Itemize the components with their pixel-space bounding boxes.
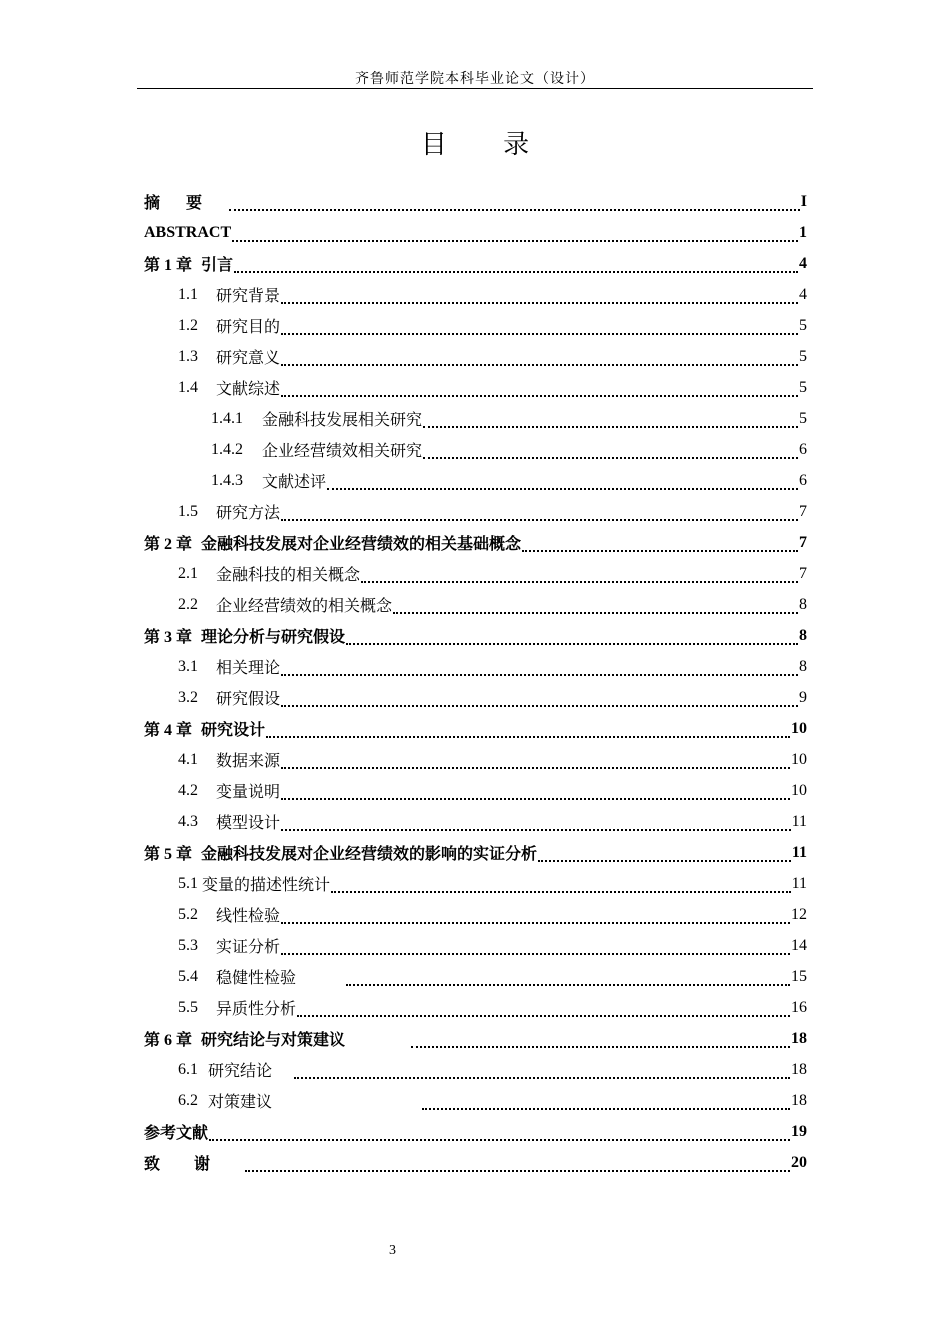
toc-entry-5-3[interactable] (144, 930, 807, 961)
toc-entry-page: 18 (791, 1091, 807, 1109)
leader-dots (281, 941, 790, 955)
toc-entry-label: 企业经营绩效的相关概念 (216, 598, 393, 615)
toc-entry-number: 1.2 (178, 316, 198, 334)
toc-entry-chapter-6[interactable] (144, 1023, 807, 1054)
toc-entry-label: 企业经营绩效相关研究 (262, 443, 423, 460)
leader-dots (297, 1003, 790, 1017)
toc-entry-label: 研究目的 (216, 319, 281, 336)
toc-entry-page: 6 (799, 440, 807, 458)
toc-entry-page: 16 (791, 998, 807, 1016)
toc-entry-page: 5 (799, 347, 807, 365)
toc-entry-abstract-en[interactable] (144, 217, 807, 248)
table-of-contents (144, 186, 807, 1178)
toc-entry-2-2[interactable] (144, 589, 807, 620)
toc-entry-1-1[interactable] (144, 279, 807, 310)
leader-dots (522, 538, 798, 552)
toc-entry-page: 11 (791, 843, 807, 861)
toc-entry-page: 8 (799, 657, 807, 675)
leader-dots (411, 1034, 790, 1048)
toc-entry-5-4[interactable] (144, 961, 807, 992)
leader-dots (281, 383, 798, 397)
leader-dots (234, 259, 798, 273)
toc-entry-label: 研究设计 (201, 722, 266, 739)
toc-entry-page: 10 (791, 750, 807, 768)
toc-entry-label: 引言 (201, 257, 234, 274)
toc-entry-page: 10 (791, 781, 807, 799)
toc-entry-page: 11 (791, 812, 807, 830)
toc-entry-number: 6.1 (178, 1060, 198, 1078)
toc-entry-label: 文献述评 (262, 474, 327, 491)
toc-entry-number: 4.2 (178, 781, 198, 799)
toc-entry-page: 7 (799, 564, 807, 582)
toc-entry-number: 第 5 章 (144, 846, 193, 863)
toc-entry-number: 5.3 (178, 936, 198, 954)
toc-entry-chapter-1[interactable] (144, 248, 807, 279)
toc-entry-chapter-3[interactable] (144, 620, 807, 651)
toc-entry-6-1[interactable] (144, 1054, 807, 1085)
toc-entry-label: 摘要 (144, 195, 229, 212)
header-rule (137, 88, 813, 89)
toc-entry-4-2[interactable] (144, 775, 807, 806)
toc-entry-number: 6.2 (178, 1091, 198, 1109)
leader-dots (327, 476, 798, 490)
toc-entry-label: 研究背景 (216, 288, 281, 305)
leader-dots (423, 445, 798, 459)
toc-entry-4-1[interactable] (144, 744, 807, 775)
toc-entry-page: 1 (799, 223, 807, 241)
toc-entry-label: 研究结论 (208, 1063, 273, 1080)
toc-entry-page: 7 (799, 533, 807, 551)
toc-entry-page: 10 (791, 719, 807, 737)
toc-entry-label: 金融科技发展相关研究 (262, 412, 423, 429)
toc-entry-number: 5.5 (178, 998, 198, 1016)
toc-entry-label: 变量的描述性统计 (202, 877, 331, 894)
toc-title-char: 目 (420, 130, 447, 160)
toc-entry-number: 1.4.1 (211, 409, 243, 427)
toc-entry-label: 实证分析 (216, 939, 281, 956)
toc-entry-number: 1.5 (178, 502, 198, 520)
toc-entry-page: 15 (791, 967, 807, 985)
leader-dots (423, 414, 798, 428)
toc-entry-page: 4 (799, 254, 807, 272)
toc-entry-chapter-2[interactable] (144, 527, 807, 558)
toc-entry-number: 第 1 章 (144, 257, 193, 274)
toc-entry-label: 致谢 (144, 1156, 245, 1173)
toc-entry-page: I (800, 192, 807, 210)
toc-entry-number: 第 2 章 (144, 536, 193, 553)
toc-entry-page: 5 (799, 409, 807, 427)
toc-entry-label: 对策建议 (208, 1094, 273, 1111)
leader-dots (281, 352, 798, 366)
leader-dots (281, 507, 798, 521)
toc-entry-references[interactable] (144, 1116, 807, 1147)
toc-entry-label: 研究结论与对策建议 (201, 1032, 346, 1049)
leader-dots (393, 600, 798, 614)
toc-entry-chapter-5[interactable] (144, 837, 807, 868)
toc-entry-number: 4.3 (178, 812, 198, 830)
toc-entry-label: 稳健性检验 (216, 970, 297, 987)
leader-dots (232, 228, 798, 242)
toc-entry-page: 18 (791, 1029, 807, 1047)
leader-dots (229, 197, 800, 211)
toc-entry-page: 9 (799, 688, 807, 706)
toc-entry-label: 金融科技发展对企业经营绩效的影响的实证分析 (201, 846, 538, 863)
leader-dots (281, 321, 798, 335)
toc-entry-page: 5 (799, 316, 807, 334)
toc-entry-3-1[interactable] (144, 651, 807, 682)
toc-entry-number: 1.1 (178, 285, 198, 303)
toc-entry-5-5[interactable] (144, 992, 807, 1023)
toc-entry-label: 异质性分析 (216, 1001, 297, 1018)
toc-entry-2-1[interactable] (144, 558, 807, 589)
toc-entry-label: 文献综述 (216, 381, 281, 398)
toc-entry-page: 7 (799, 502, 807, 520)
toc-entry-number: 3.2 (178, 688, 198, 706)
toc-entry-label: ABSTRACT (144, 223, 232, 241)
toc-entry-5-2[interactable] (144, 899, 807, 930)
toc-entry-1-4[interactable] (144, 372, 807, 403)
toc-entry-page: 4 (799, 285, 807, 303)
toc-entry-label: 参考文献 (144, 1125, 209, 1142)
toc-entry-label: 研究意义 (216, 350, 281, 367)
toc-entry-number: 3.1 (178, 657, 198, 675)
toc-entry-abstract-cn[interactable] (144, 186, 807, 217)
toc-entry-number: 1.3 (178, 347, 198, 365)
leader-dots (346, 972, 790, 986)
toc-entry-number: 1.4 (178, 378, 198, 396)
toc-entry-5-1[interactable] (144, 868, 807, 899)
toc-entry-label: 线性检验 (216, 908, 281, 925)
toc-entry-page: 14 (791, 936, 807, 954)
toc-title-char: 录 (503, 130, 530, 160)
toc-entry-label: 研究方法 (216, 505, 281, 522)
leader-dots (281, 786, 790, 800)
toc-entry-page: 12 (791, 905, 807, 923)
leader-dots (422, 1096, 790, 1110)
toc-entry-number: 4.1 (178, 750, 198, 768)
leader-dots (281, 290, 798, 304)
toc-entry-label: 模型设计 (216, 815, 281, 832)
leader-dots (538, 848, 791, 862)
toc-entry-number: 2.1 (178, 564, 198, 582)
toc-entry-1-4-1[interactable] (144, 403, 807, 434)
toc-entry-number: 1.4.2 (211, 440, 243, 458)
leader-dots (281, 910, 790, 924)
toc-entry-page: 19 (791, 1122, 807, 1140)
toc-entry-3-2[interactable] (144, 682, 807, 713)
toc-entry-page: 6 (799, 471, 807, 489)
toc-entry-number: 5.4 (178, 967, 198, 985)
leader-dots (209, 1127, 790, 1141)
toc-entry-6-2[interactable] (144, 1085, 807, 1116)
toc-entry-number: 5.1 (178, 874, 198, 892)
page-number: 3 (389, 1243, 396, 1258)
leader-dots (245, 1158, 790, 1172)
toc-entry-label: 金融科技发展对企业经营绩效的相关基础概念 (201, 536, 522, 553)
toc-entry-1-2[interactable] (144, 310, 807, 341)
toc-entry-1-5[interactable] (144, 496, 807, 527)
toc-entry-1-4-3[interactable] (144, 465, 807, 496)
toc-entry-page: 8 (799, 626, 807, 644)
leader-dots (266, 724, 790, 738)
toc-entry-number: 第 6 章 (144, 1032, 193, 1049)
toc-entry-label: 金融科技的相关概念 (216, 567, 361, 584)
toc-entry-label: 理论分析与研究假设 (201, 629, 346, 646)
leader-dots (281, 817, 791, 831)
toc-entry-label: 数据来源 (216, 753, 281, 770)
toc-entry-label: 相关理论 (216, 660, 281, 677)
toc-entry-page: 8 (799, 595, 807, 613)
toc-entry-page: 5 (799, 378, 807, 396)
toc-entry-1-4-2[interactable] (144, 434, 807, 465)
leader-dots (361, 569, 798, 583)
toc-entry-number: 5.2 (178, 905, 198, 923)
toc-entry-label: 研究假设 (216, 691, 281, 708)
leader-dots (281, 755, 790, 769)
toc-entry-number: 第 4 章 (144, 722, 193, 739)
running-header: 齐鲁师范学院本科毕业论文（设计） (355, 72, 595, 87)
toc-entry-label: 变量说明 (216, 784, 281, 801)
toc-entry-4-3[interactable] (144, 806, 807, 837)
toc-entry-acknowledgements[interactable] (144, 1147, 807, 1178)
toc-entry-number: 1.4.3 (211, 471, 243, 489)
leader-dots (281, 693, 798, 707)
leader-dots (281, 662, 798, 676)
toc-entry-page: 11 (791, 874, 807, 892)
leader-dots (294, 1065, 790, 1079)
toc-entry-chapter-4[interactable] (144, 713, 807, 744)
toc-entry-number: 第 3 章 (144, 629, 193, 646)
toc-title (0, 124, 950, 161)
toc-entry-1-3[interactable] (144, 341, 807, 372)
leader-dots (331, 879, 791, 893)
leader-dots (346, 631, 798, 645)
toc-entry-page: 18 (791, 1060, 807, 1078)
toc-entry-number: 2.2 (178, 595, 198, 613)
toc-entry-page: 20 (791, 1153, 807, 1171)
